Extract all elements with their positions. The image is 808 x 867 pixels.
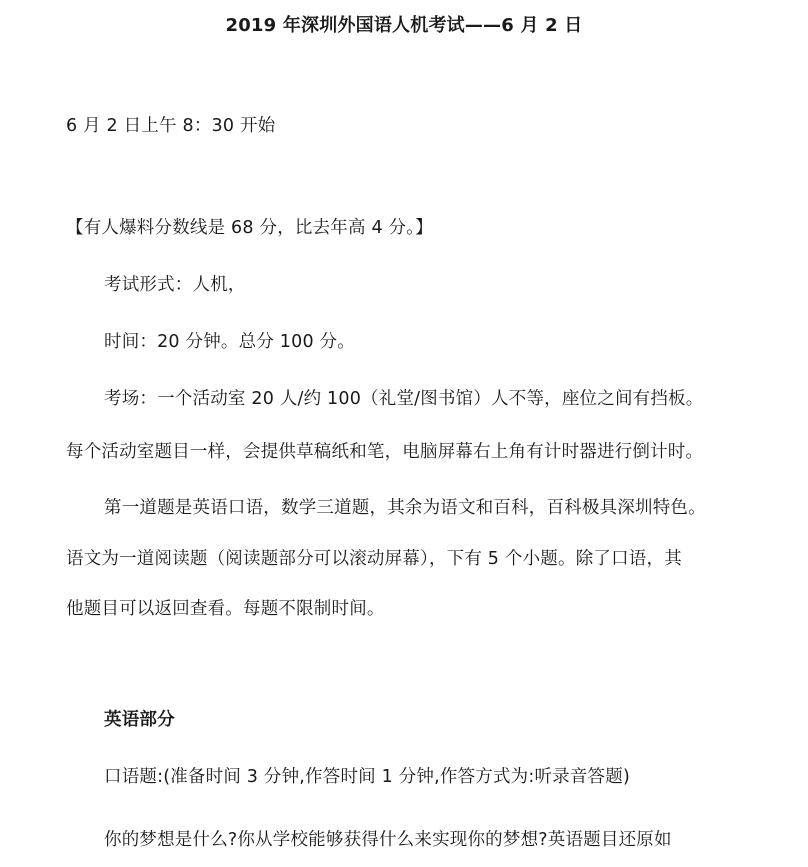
document-title: 2019 年深圳外国语人机考试——6 月 2 日: [225, 15, 583, 36]
questions-paragraph-line-3: 他题目可以返回查看。每题不限制时间。: [66, 599, 385, 619]
questions-paragraph-line-1: 第一道题是英语口语，数学三道题，其余为语文和百科，百科极具深圳特色。: [104, 498, 706, 518]
english-section-heading: 英语部分: [104, 710, 175, 730]
exam-format-paragraph: 考试形式：人机，: [104, 275, 246, 295]
oral-question-text: 你的梦想是什么?你从学校能够获得什么来实现你的梦想?英语题目还原如: [104, 830, 672, 850]
duration-paragraph: 时间：20 分钟。总分 100 分。: [104, 332, 355, 352]
score-note-paragraph: 【有人爆料分数线是 68 分，比去年高 4 分。】: [66, 218, 433, 238]
questions-paragraph-line-2: 语文为一道阅读题（阅读题部分可以滚动屏幕），下有 5 个小题。除了口语，其: [66, 549, 682, 569]
oral-question-info: 口语题:(准备时间 3 分钟,作答时间 1 分钟,作答方式为:听录音答题): [104, 767, 630, 787]
venue-paragraph-line-1: 考场：一个活动室 20 人/约 100（礼堂/图书馆）人不等，座位之间有挡板。: [104, 389, 704, 409]
venue-paragraph-line-2: 每个活动室题目一样，会提供草稿纸和笔，电脑屏幕右上角有计时器进行倒计时。: [66, 442, 704, 462]
start-time-paragraph: 6 月 2 日上午 8：30 开始: [66, 116, 276, 136]
